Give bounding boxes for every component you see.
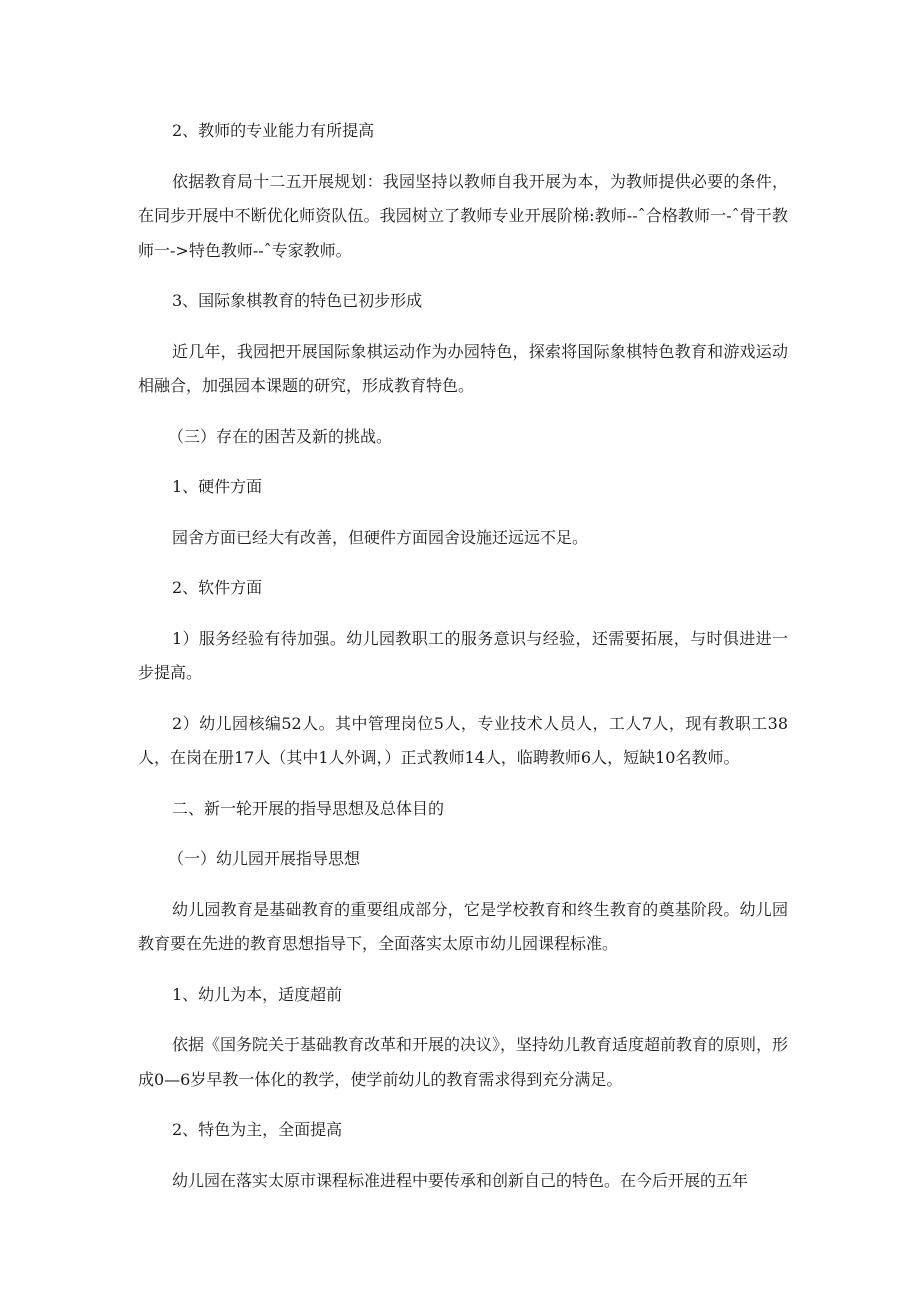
body-paragraph: 依据《国务院关于基础教育改革和开展的决议》，坚持幼儿教育适度超前教育的原则，形成0—6岁早教一体化的教学，使学前幼儿的教育需求得到充分满足。 <box>138 1035 789 1089</box>
body-paragraph: 2）幼儿园核编52人。其中管理岗位5人，专业技术人员人，工人7人，现有教职工38人，在岗在册17人（其中1人外调，）正式教师14人，临聘教师6人，短缺10名教师。 <box>138 713 788 767</box>
body-paragraph: 1）服务经验有待加强。幼儿园教职工的服务意识与经验，还需要拓展，与时俱进进一步提高。 <box>138 628 788 682</box>
body-paragraph: 幼儿园在落实太原市课程标准进程中要传承和创新自己的特色。在今后开展的五年 <box>172 1170 749 1190</box>
chapter-heading: 二、新一轮开展的指导思想及总体目的 <box>172 798 445 818</box>
body-paragraph: 近几年，我园把开展国际象棋运动作为办园特色，探索将国际象棋特色教育和游戏运动相融合，加强园本课题的研究，形成教育特色。 <box>138 341 788 395</box>
section-heading: 2、软件方面 <box>172 578 263 597</box>
body-paragraph: 园舍方面已经大有改善，但硬件方面园舍设施还远远不足。 <box>172 527 589 547</box>
section-heading: 1、幼儿为本，适度超前 <box>172 984 343 1004</box>
body-paragraph: 幼儿园教育是基础教育的重要组成部分，它是学校教育和终生教育的奠基阶段。幼儿园教育要在先进的教育思想指导下，全面落实太原市幼儿园课程标准。 <box>138 899 788 953</box>
section-heading: （一）幼儿园开展指导思想 <box>168 849 361 868</box>
section-heading: 2、特色为主，全面提高 <box>172 1120 343 1139</box>
section-heading: 1、硬件方面 <box>172 477 263 496</box>
body-paragraph: 依据教育局十二五开展规划：我园坚持以教师自我开展为本，为教师提供必要的条件，在同步开展中不断优化师资队伍。我园树立了教师专业开展阶梯:教师--ˆ合格教师一-ˆ骨干教师一->特色教师--ˆ专家教师。 <box>138 171 788 260</box>
section-heading: （三）存在的困苦及新的挑战。 <box>168 426 393 446</box>
section-heading: 3、国际象棋教育的特色已初步形成 <box>172 291 423 310</box>
document-body <box>138 114 788 1214</box>
section-heading: 2、教师的专业能力有所提高 <box>172 121 375 140</box>
